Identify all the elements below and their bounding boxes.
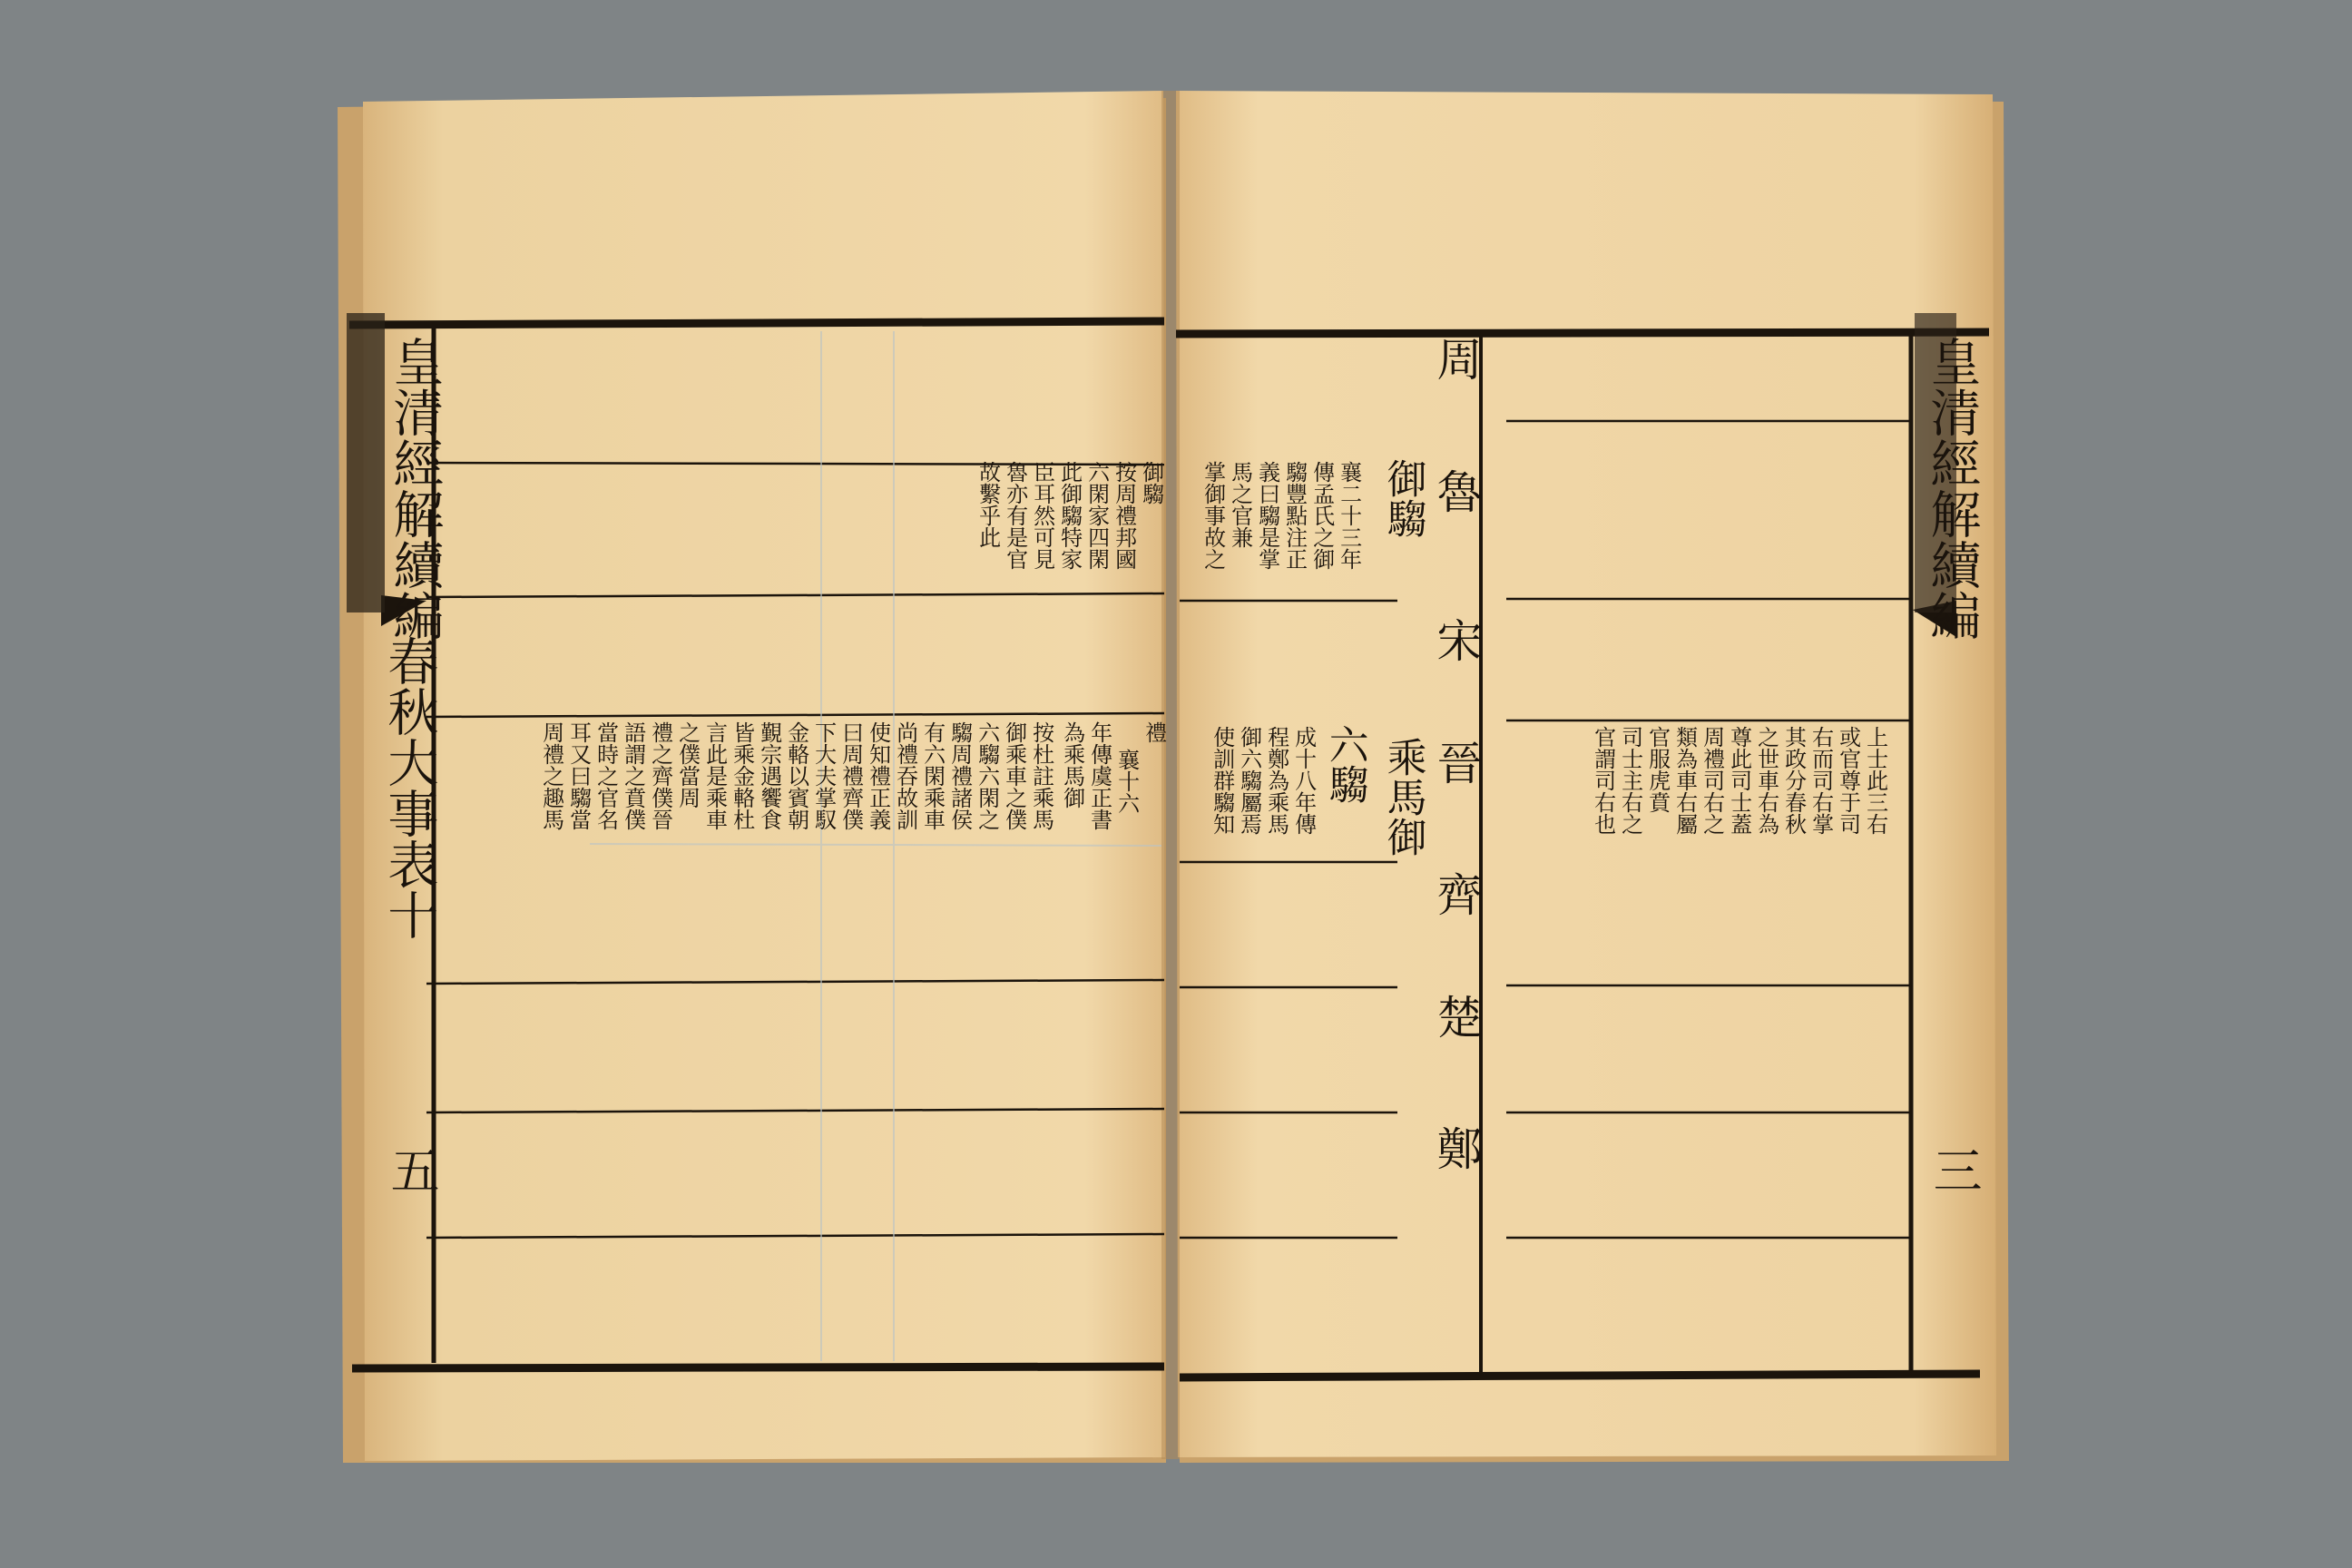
heading-yuzou: 御騶 bbox=[1379, 458, 1426, 538]
state-zheng: 鄭 bbox=[1429, 1125, 1483, 1171]
yuzou-note-b: 御騶 按周禮邦國 六閑家四閑 此御騶特家 臣耳然可見 魯亦有是官 故繫乎此 bbox=[975, 461, 1164, 570]
right-margin-title: 皇清經解續編 bbox=[1922, 336, 1982, 641]
chengma-note: 禮 襄十六 年傳虞正書 為乘馬御 按杜註乘馬 御乘車之僕 六騶六閑之 騶周禮諸侯 有六閑乘車 尚禮吞故訓 使知禮正義 曰周禮齊僕 下大夫掌馭 金輅以賓朝 覲宗遇饗食 皆乘金輅杜 言此是乘車 之僕當周 禮之齊僕晉 語謂之賁僕 當時之官名 耳又曰騶當 周禮之趣馬 bbox=[538, 721, 1167, 830]
left-chapter-title: 春秋大事表十 bbox=[379, 635, 439, 940]
state-jin: 晉 bbox=[1429, 740, 1483, 785]
yuzou-note-a: 襄二十三年 傳孟氏之御 騶豐點注正 義曰騶是掌 馬之官兼 掌御事故之 bbox=[1200, 461, 1362, 570]
state-qi: 齊 bbox=[1429, 871, 1483, 916]
left-spine-mark bbox=[347, 313, 385, 612]
heading-liuzou: 六騶 bbox=[1321, 724, 1368, 804]
state-zhou: 周 bbox=[1429, 336, 1483, 381]
left-margin-title: 皇清經解續編 bbox=[385, 336, 445, 641]
state-lu: 魯 bbox=[1429, 468, 1483, 514]
state-song: 宋 bbox=[1429, 617, 1483, 662]
state-chu: 楚 bbox=[1429, 994, 1483, 1039]
left-folio-number: 五 bbox=[383, 1145, 441, 1194]
siyou-note: 上士此三右 或官尊于司 右而司右掌 其政分春秋 之世車右為 尊此司士蓋 周禮司右之 類為車右屬 官服虎賁 司士主右之 官謂司右也 bbox=[1590, 726, 1888, 835]
heading-chengma: 乘馬御 bbox=[1379, 737, 1426, 857]
liuzou-note: 成十八年傳 程鄭為乘馬 御六騶屬焉 使訓群騶知 bbox=[1209, 726, 1317, 835]
right-folio-number: 三 bbox=[1926, 1145, 1984, 1194]
